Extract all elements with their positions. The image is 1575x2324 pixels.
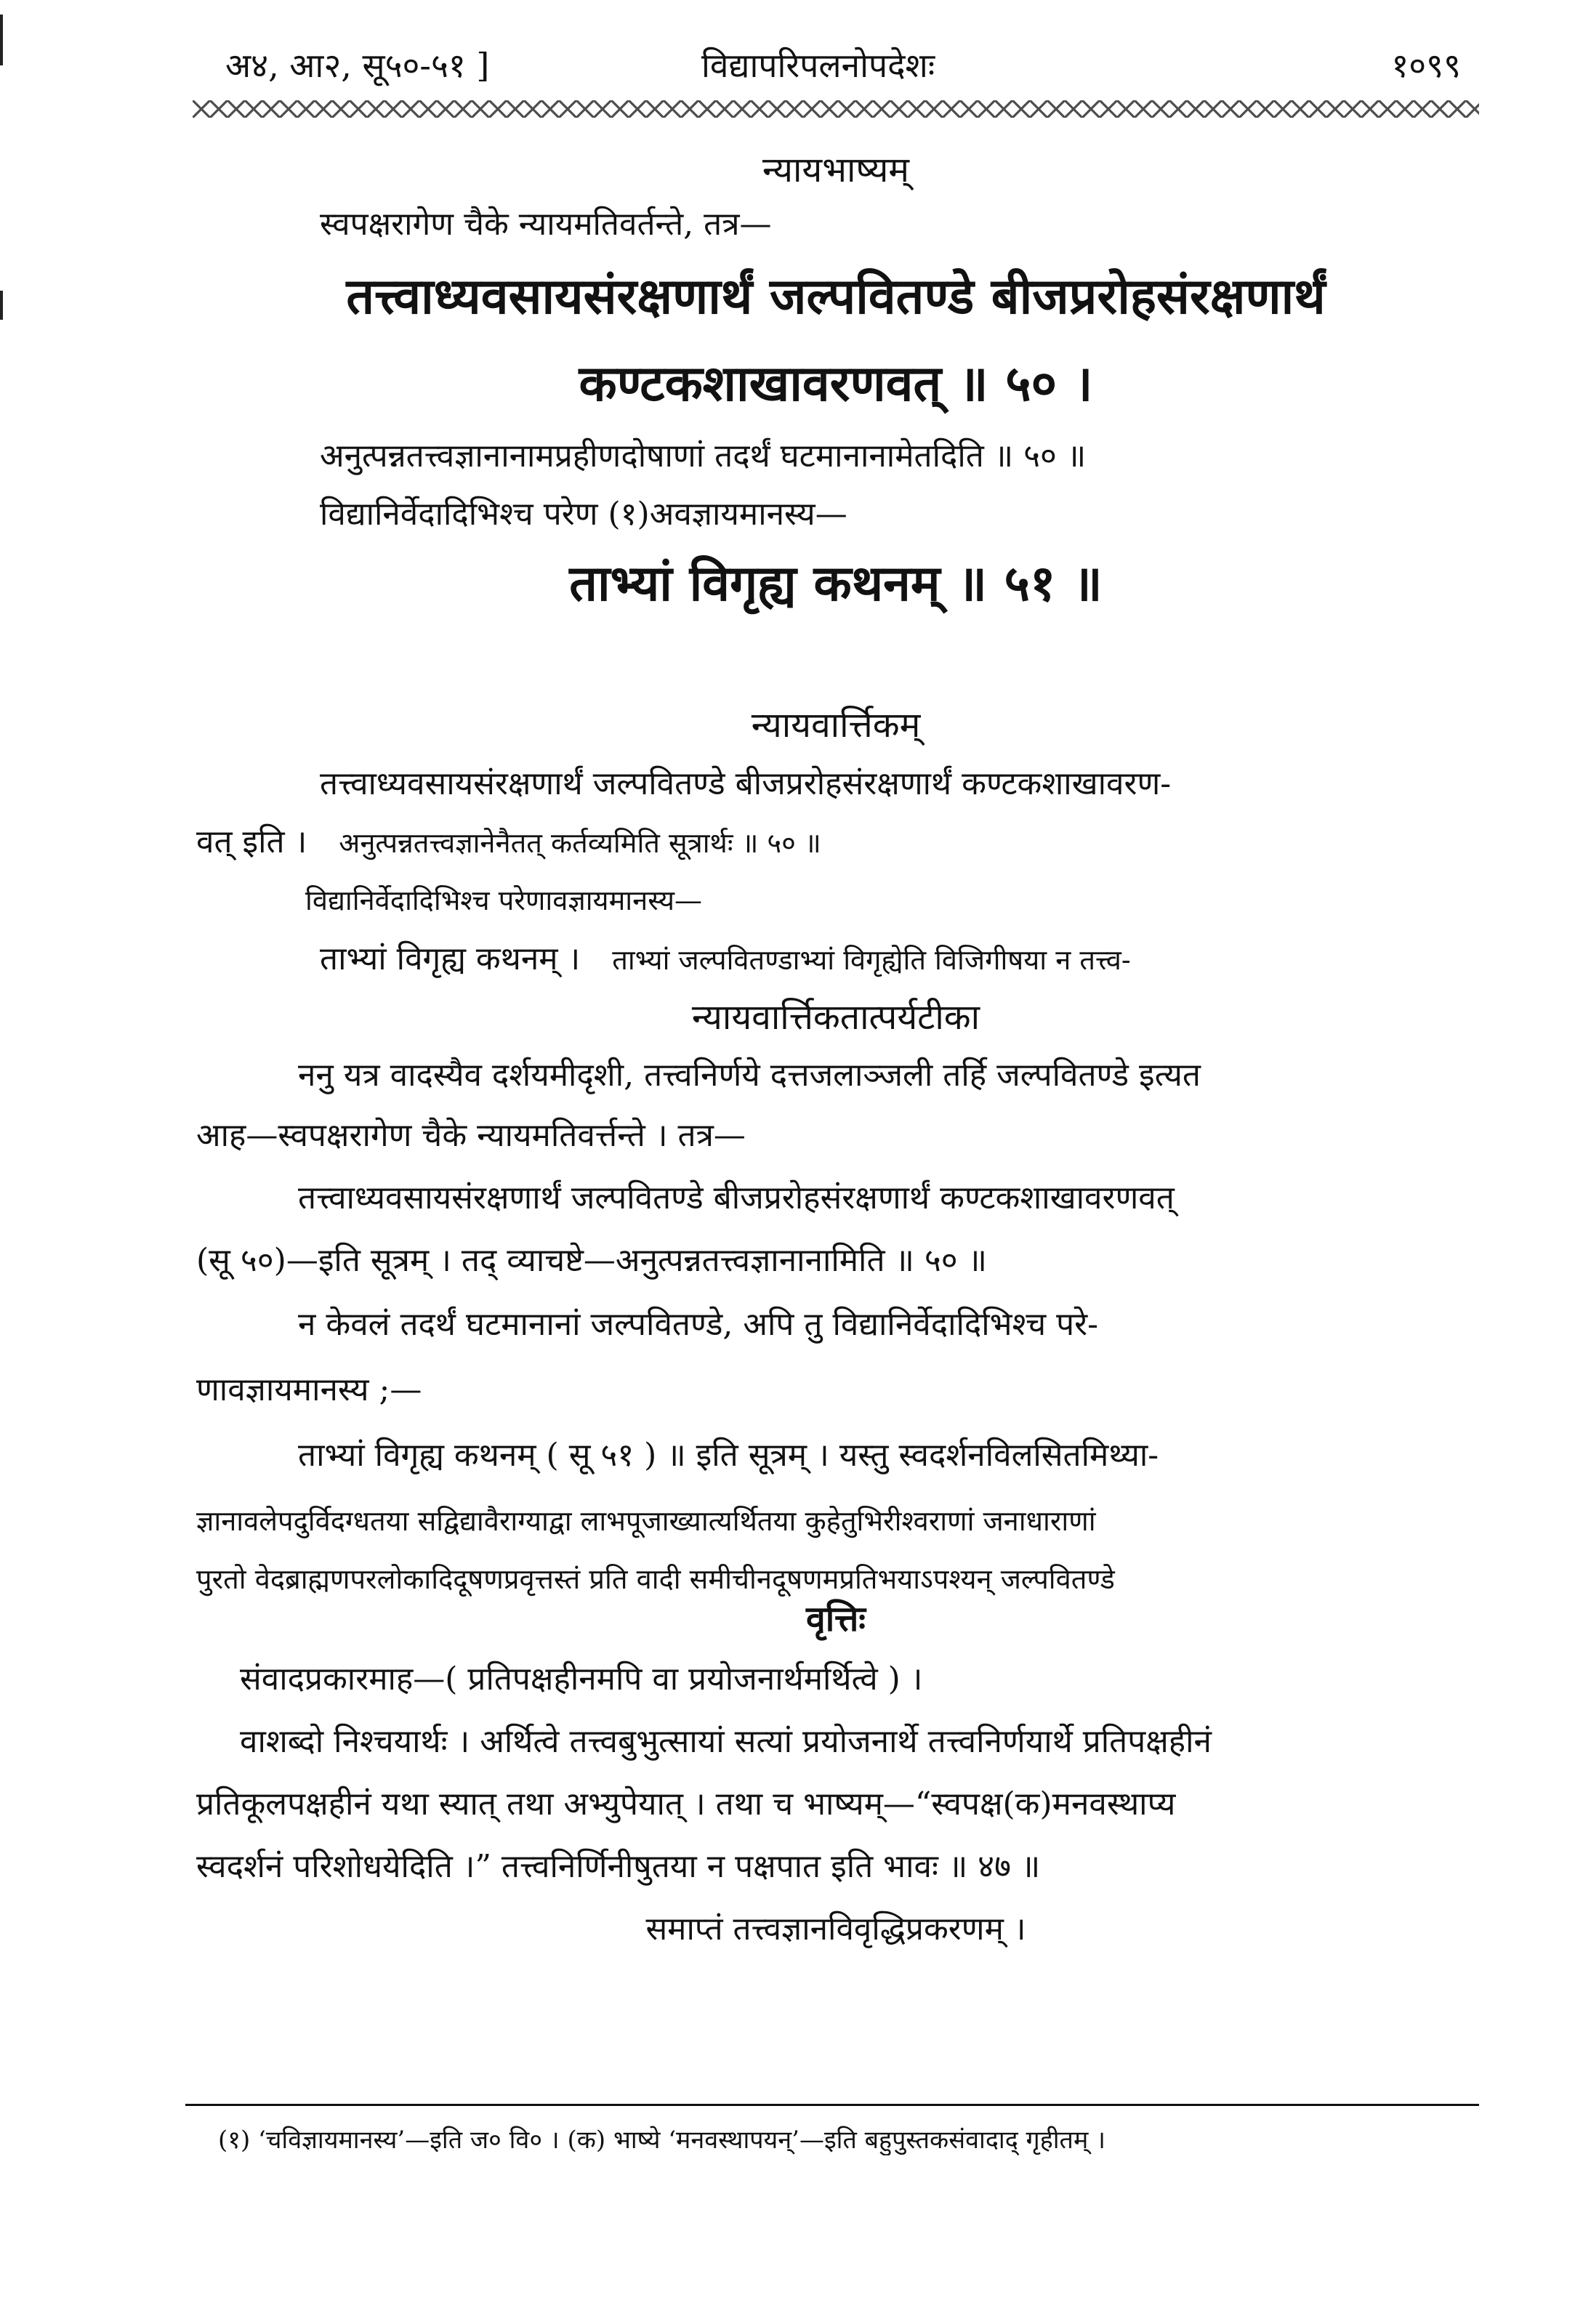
vritti-line: प्रतिकूलपक्षहीनं यथा स्यात् तथा अभ्युपेयात् । तथा च भाष्यम्—“स्वपक्ष(क)मनवस्थाप्य — [196, 1786, 1176, 1823]
margin-mark — [0, 291, 3, 320]
tika-line: आह—स्वपक्षरागेण चैके न्यायमतिवर्त्तन्ते । तत्र— — [196, 1117, 746, 1154]
footnote: (१) ‘चविज्ञायमानस्य’—इति ज० वि० । (क) भाष्ये ‘मनवस्थापयन्’—इति बहुपुस्तकसंवादाद् गृहीतम् । — [218, 2126, 1105, 2155]
margin-mark — [0, 15, 3, 65]
header-title: विद्यापरिपलनोपदेशः — [701, 46, 935, 85]
vritti-heading: वृत्तिः — [806, 1599, 866, 1639]
footnote-rule — [185, 2104, 1479, 2106]
vartika-line — [196, 814, 1475, 871]
vartika-text: वत् इति । — [196, 823, 307, 860]
page-header — [189, 36, 1483, 94]
tika-line: ननु यत्र वादस्यैव दर्शयमीदृशी, तत्त्वनिर्णये दत्तजलाञ्जली तर्हि जल्पवितण्डे इत्यत — [298, 1057, 1201, 1094]
vartika-line: विद्यानिर्वेदादिभिश्च परेणावज्ञायमानस्य— — [305, 884, 703, 916]
page-number: १०९९ — [1391, 46, 1461, 85]
bhashya-comment-50: अनुत्पन्नतत्त्वज्ञानानामप्रहीणदोषाणां तदर्थं घटमानानामेतदिति ॥ ५० ॥ — [320, 437, 1087, 475]
vartika-line — [196, 930, 1475, 988]
tika-heading: न्यायवार्त्तिकतात्पर्यटीका — [691, 997, 980, 1038]
sutra-51: ताभ्यां विगृह्य कथनम् ॥ ५१ ॥ — [569, 554, 1103, 613]
tika-section — [196, 988, 1475, 1605]
vritti-line: स्वदर्शनं परिशोधयेदिति ।” तत्त्वनिर्णिनीषुतया न पक्षपात इति भावः ॥ ४७ ॥ — [196, 1848, 1041, 1885]
vartika-text: ताभ्यां विगृह्य कथनम् । — [320, 940, 581, 977]
vritti-line: संवादप्रकारमाह—( प्रतिपक्षहीनमपि वा प्रयोजनार्थमर्थित्वे ) । — [240, 1661, 923, 1698]
vartika-line: तत्त्वाध्यवसायसंरक्षणार्थं जल्पवितण्डे बीजप्ररोहसंरक्षणार्थं कण्टकशाखावरण- — [320, 765, 1172, 802]
sutra-50-line2: कण्टकशाखावरणवत् ॥ ५० । — [579, 355, 1093, 413]
bhashya-section — [196, 145, 1475, 624]
chapter-end: समाप्तं तत्त्वज्ञानविवृद्धिप्रकरणम् । — [645, 1911, 1026, 1948]
vartika-heading: न्यायवार्त्तिकम् — [751, 705, 921, 746]
bhashya-intro-51: विद्यानिर्वेदादिभिश्च परेण (१)अवज्ञायमानस्य— — [320, 496, 847, 533]
tika-line: णावज्ञायमानस्य ;— — [196, 1371, 422, 1408]
vartika-text: अनुत्पन्नतत्त्वज्ञानेनैतत् कर्तव्यमिति सूत्रार्थः ॥ ५० ॥ — [339, 827, 821, 859]
tika-line: तत्त्वाध्यवसायसंरक्षणार्थं जल्पवितण्डे बीजप्ररोहसंरक्षणार्थं कण्टकशाखावरणवत् — [298, 1179, 1175, 1217]
vritti-line: वाशब्दो निश्चयार्थः । अर्थित्वे तत्त्वबुभुत्सायां सत्यां प्रयोजनार्थे तत्त्वनिर्णयार्थे प्रतिपक्षहीनं — [240, 1723, 1212, 1760]
vartika-text: ताभ्यां जल्पवितण्डाभ्यां विगृह्येति विजिगीषया न तत्त्व- — [612, 944, 1131, 976]
header-wavy-rule — [193, 100, 1479, 118]
header-section-ref: अ४, आ२, सू५०-५१ ] — [225, 46, 490, 85]
tika-line: ताभ्यां विगृह्य कथनम् ( सू ५१ ) ॥ इति सूत्रम् । यस्तु स्वदर्शनविलसितमिथ्या- — [298, 1437, 1159, 1474]
sutra-50-line1: तत्त्वाध्यवसायसंरक्षणार्थं जल्पवितण्डे बीजप्ररोहसंरक्षणार्थं — [346, 267, 1326, 326]
tika-line: पुरतो वेदब्राह्मणपरलोकादिदूषणप्रवृत्तस्तं प्रति वादी समीचीनदूषणमप्रतिभयाऽपश्यन् जल्पवितण्डे — [196, 1563, 1115, 1595]
vritti-section — [196, 1590, 1475, 1961]
bhashya-intro: स्वपक्षरागेण चैके न्यायमतिवर्तन्ते, तत्र— — [320, 206, 772, 243]
tika-line: ज्ञानावलेपदुर्विदग्धतया सद्विद्यावैराग्याद्वा लाभपूजाख्यात्यर्थितया कुहेतुभिरीश्वराणां जनाधाराणां — [196, 1505, 1096, 1537]
tika-line: न केवलं तदर्थं घटमानानां जल्पवितण्डे, अपि तु विद्यानिर्वेदादिभिश्च परे- — [298, 1306, 1099, 1343]
vartika-section — [196, 696, 1475, 988]
bhashya-heading: न्यायभाष्यम् — [762, 150, 910, 190]
tika-line: (सू ५०)—इति सूत्रम् । तद् व्याचष्टे—अनुत्पन्नतत्त्वज्ञानानामिति ॥ ५० ॥ — [196, 1242, 987, 1279]
